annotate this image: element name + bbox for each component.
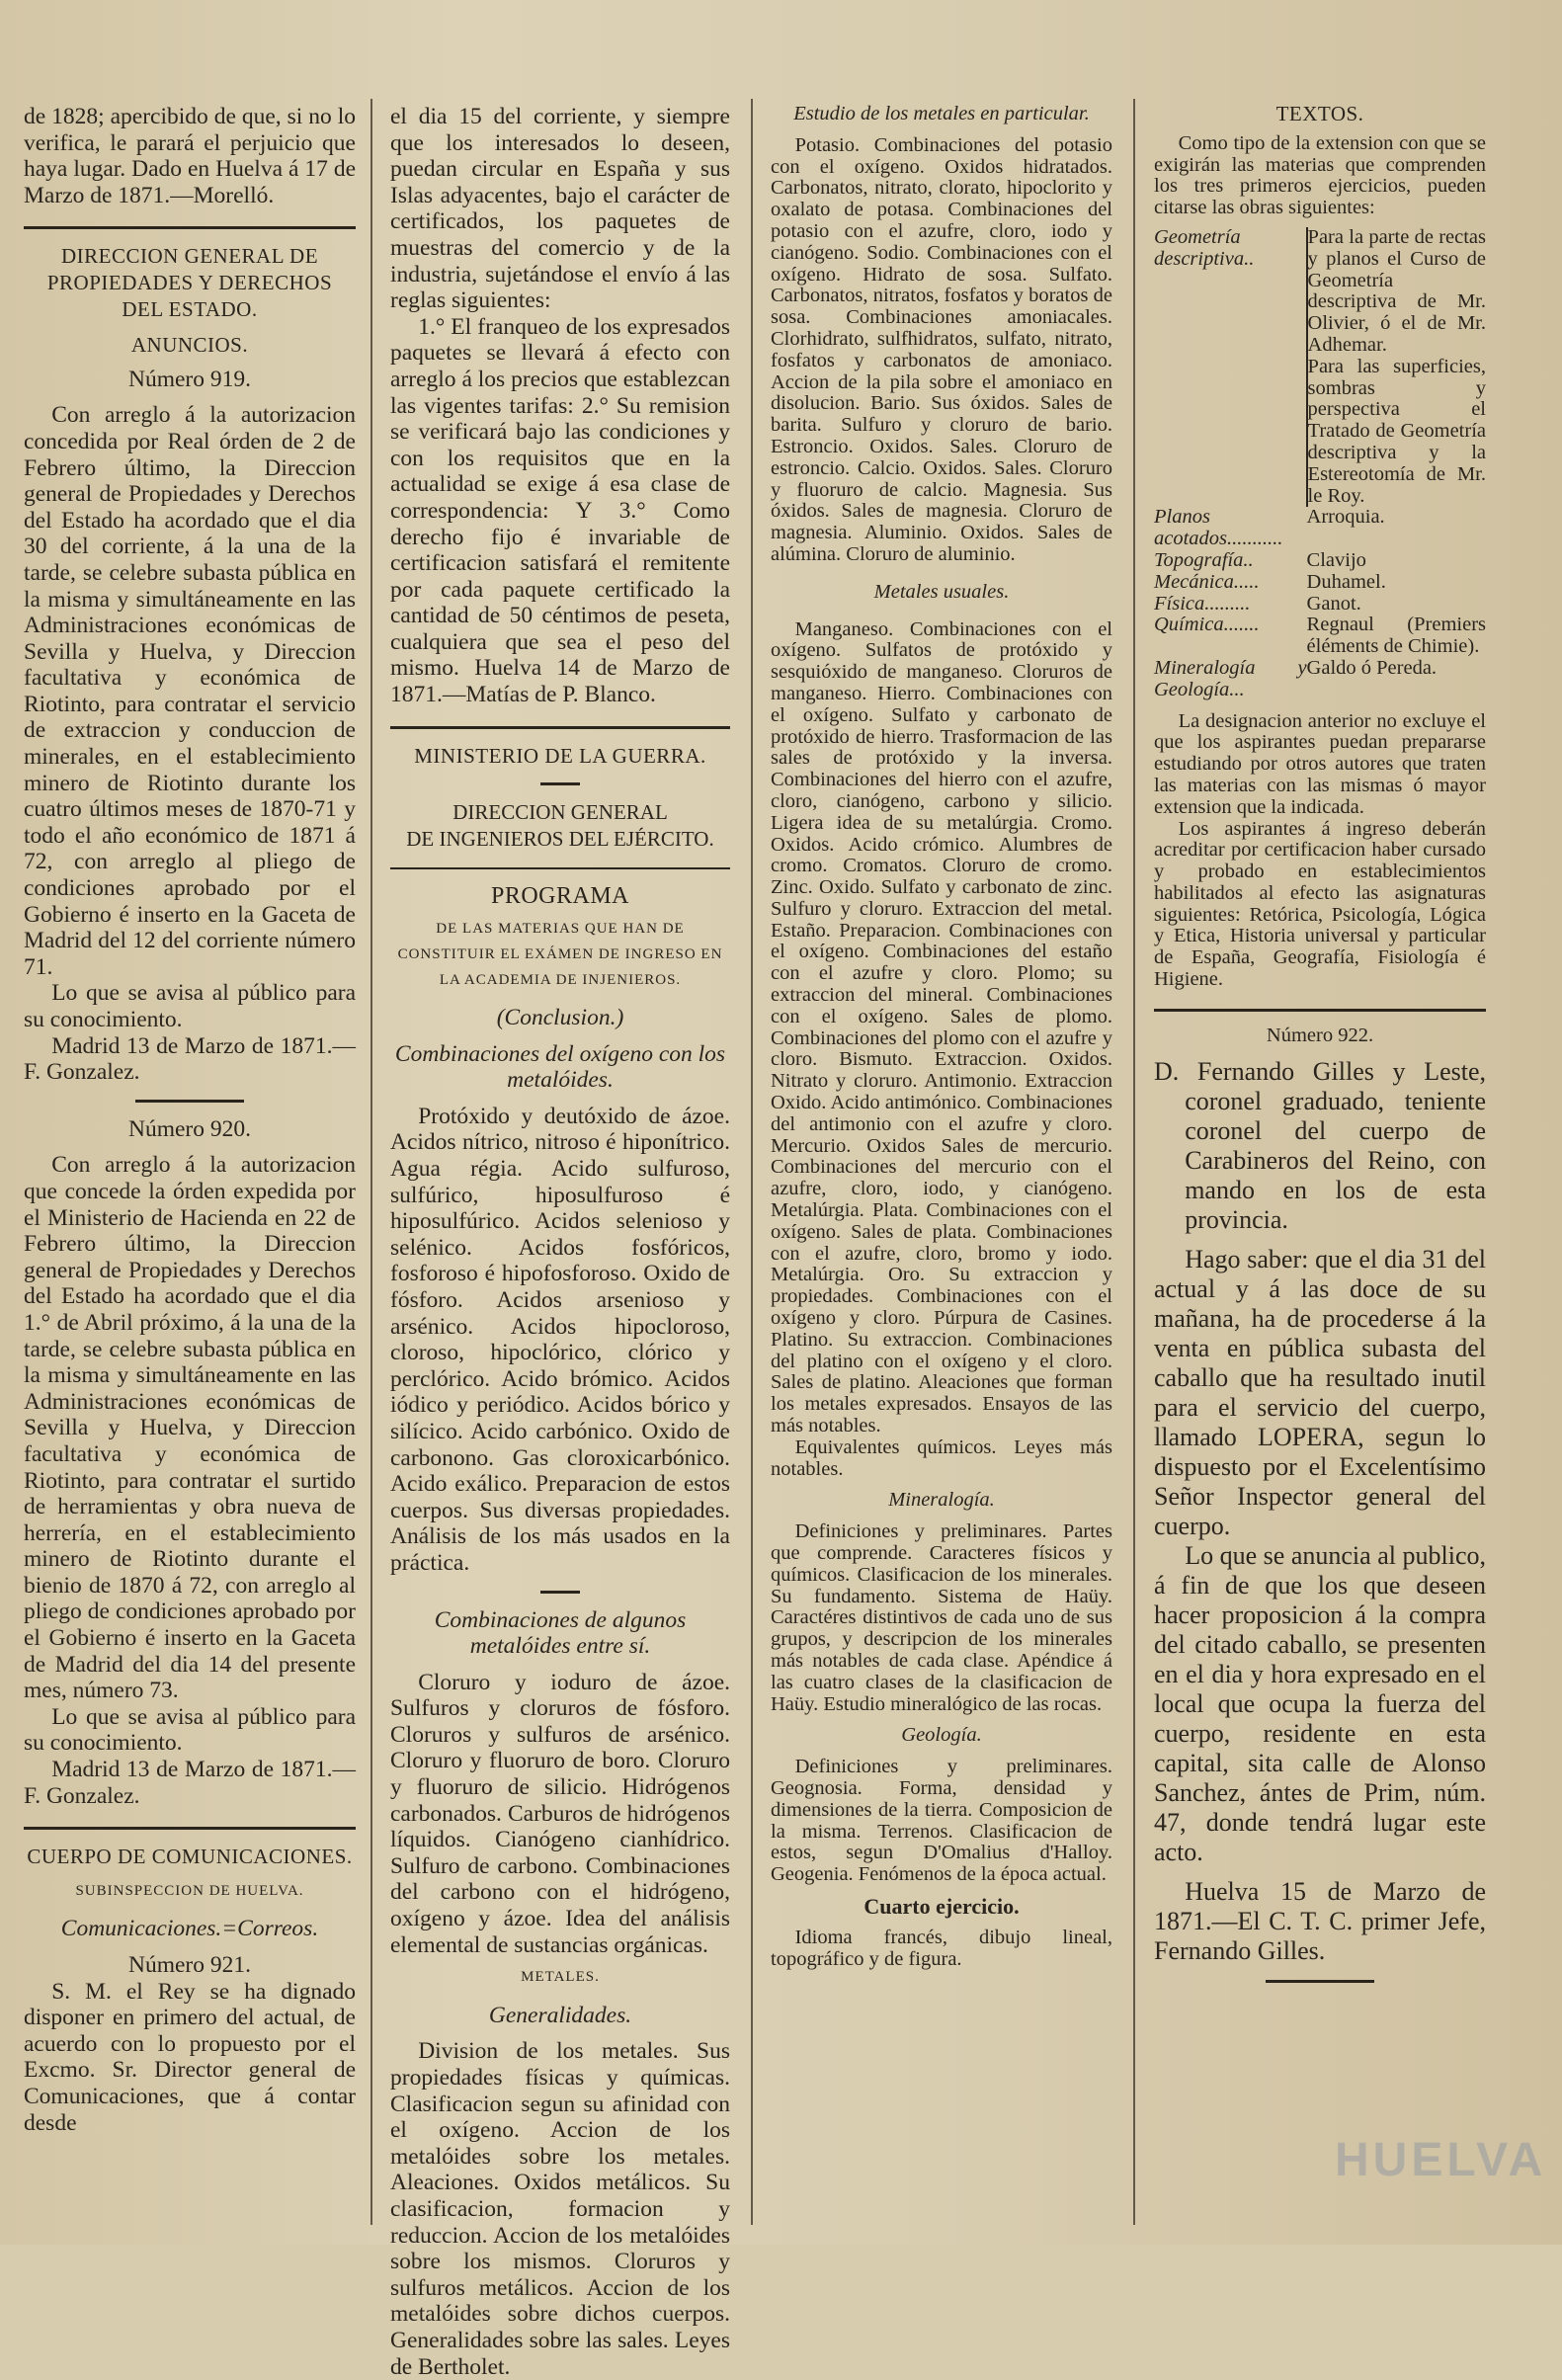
column-4 [1154,104,1486,2225]
watermark-text: HUELVA [1335,2134,1547,2186]
notice-number: Número 919. [127,366,251,392]
divider-rule [540,1591,580,1594]
column-3 [771,104,1112,2225]
subsection-heading: Geología. [901,1724,982,1747]
notice-body: Lo que se anuncia al publico, á fin de que los que deseen hacer proposicion á la compra del citado caballo, se presenten en el dia y hora expresado en el local que ocupa la fuerza del cuerpo, residente en esta capital, sita calle de Alonso Sanchez, ántes de Prim, núm. 47, donde tendrá lugar este acto. [1154,1540,1486,1866]
table-row [1154,357,1486,508]
notice-signature: Madrid 13 de Marzo de 1871.—F. Gonzalez. [24,1032,356,1086]
programa-heading: PROGRAMA [490,883,630,910]
subsection-heading: METALES. [521,1969,600,1986]
subject-cell: Mineralogía y Geología... [1154,656,1307,700]
program-body: Manganeso. Combinaciones con el oxígeno. Sulfatos de protóxido y sesquióxido de manganeso. Cloruros de manganeso. Hierro. Combinaciones con el oxígeno. Sulfato y carbonato de protóxido de hierro. Trasformacion de las sales de protóxido y la inversa. Combinaciones del hierro con el azufre, cloro, cianógeno, carbono y silicio. Ligera idea de su metalúrgia. Cromo. Oxidos. Acido crómico. Alumbres de cromo. Cromatos. Cloruro de cromo. Zinc. Oxido. Sulfato y carbonato de zinc. Sulfuro y cloruro. Extraccion del metal. Estaño. Preparacion. Combinaciones con el oxígeno. Combinaciones del estaño con el azufre y cloro. Plomo; su extraccion del mineral. Combinaciones con el oxígeno. Sales de plomo. Combinaciones del plomo con el azufre y cloro. Bismuto. Extraccion. Oxidos. Nitrato y cloruro. Antimonio. Extraccion Oxido. Acido antimónico. Combinaciones del antimonio con el azufre y cloro. Mercurio. Oxidos Sales de mercurio. Combinaciones del mercurio con el azufre, cloro, iodo, y cianógeno. Metalúrgia. Plata. Combinaciones con el oxígeno. Sales de plata. Combinaciones con el azufre, cloro, bromo y iodo. Metalúrgia. Oro. Su extraccion y propiedades. Combinaciones con el oxígeno y cloro. Púrpura de Casines. Platino. Su extraccion. Combinaciones del platino con el oxígeno y el cloro. Sales de platino. Aleaciones que forman los metales expresados. Ensayos de las más notables. [771,617,1112,1437]
program-body: Potasio. Combinaciones del potasio con el oxígeno. Oxidos hidratados. Carbonatos, nitrato, clorato, hipoclorito y oxalato de potasa. Combinaciones del potasio con el azufre, cloro, iodo y cianógeno. Sodio. Combinaciones con el oxígeno. Hidrato de sosa. Sulfato. Carbonatos, nitratos, fosfatos y boratos de sosa. Combinaciones amoniacales. Clorhidrato, sulfhidratos, sulfato, nitrato, fosfatos y carbonatos de amoniaco. Accion de la pila sobre el amoniaco en disolucion. Bario. Sus óxidos. Sales de barita. Sulfuro y cloruro de bario. Estroncio. Oxidos. Sales. Cloruro de estroncio. Calcio. Oxidos. Sales. Cloruro y fluoruro de calcio. Magnesia. Sus óxidos. Sales de magnesia. Cloruro de magnesia. Aluminio. Oxidos. Sales de alúmina. Cloruro de aluminio. [771,133,1112,565]
book-cell: Ganot. [1306,592,1361,615]
book-cell: Galdo ó Pereda. [1306,656,1438,679]
column-divider [751,99,753,2225]
divider-rule [135,1100,244,1103]
table-row [1154,572,1486,594]
program-body: Definiciones y preliminares. Partes que comprende. Caracteres físicos y químicos. Clasificacion de los minerales. Su fundamento. Sistema de Haüy. Caractéres distintivos de cada uno de sus grupos, y descripcion de los minerales más notables de cada clase. Apéndice á las cuatro clases de la clasificacion de Haüy. Estudio mineralógico de las rocas. [771,1520,1112,1715]
book-cell: Regnaul (Premiers éléments de Chimie). [1306,614,1486,658]
section-heading: MINISTERIO DE LA GUERRA. [414,743,706,768]
notice-signature: Madrid 13 de Marzo de 1871.—F. Gonzalez. [24,1757,356,1809]
intro-paragraph: de 1828; apercibido de que, si no lo verifica, le parará el perjuicio que haya lugar. Dado en Huelva á 17 de Marzo de 1871.—Morelló. [24,104,356,208]
divider-rule [390,867,730,869]
subject-cell: Mecánica..... [1154,570,1260,593]
divider-rule [1266,1980,1374,1983]
book-cell: Para las superficies, sombras y perspectiva el Tratado de Geometría descriptiva y la Estereotomía de Mr. le Roy. [1307,355,1486,507]
program-body: Como tipo de la extension con que se exigirán las materias que comprenden los tres primeros ejercicios, pueden citarse las obras siguientes: [1154,131,1486,219]
notice-body: Lo que se avisa al público para su conocimiento. [24,980,356,1032]
subsection-heading: Generalidades. [488,2002,632,2028]
program-body: Equivalentes químicos. Leyes más notables. [771,1436,1112,1480]
notice-number: Número 921. [127,1952,251,1978]
subject-cell: Geometría descriptiva.. [1154,225,1255,270]
notice-body: Hago saber: que el dia 31 del actual y á las doce de su mañana, ha de procederse á la venta en pública subasta del caballo que ha resultado inutil para el servicio del cuerpo, llamado LOPERA, segun lo dispuesto por el Excelentísimo Señor Inspector general del cuerpo. [1154,1244,1486,1540]
subject-cell [1154,357,1307,508]
table-row [1154,550,1486,572]
section-heading: DIRECCION GENERAL [452,800,668,825]
program-body: Los aspirantes á ingreso deberán acreditar por certificacion haber cursado y probado en establecimientos habilitados al efecto las asignaturas siguientes: Retórica, Psicología, Lógica y Etica, Historia universal y particular de España, Geografía, Fisiología é Higiene. [1154,817,1486,991]
table-row [1154,507,1486,550]
section-heading: DE INGENIEROS DEL EJÉRCITO. [406,826,714,851]
divider-rule [1154,1009,1486,1012]
notice-body: D. Fernando Gilles y Leste, coronel graduado, teniente coronel del cuerpo de Carabineros del Reino, con mando en los de esta provincia. [1154,1056,1486,1234]
archive-watermark-logo [1335,2096,1547,2225]
table-row [1154,594,1486,616]
subsection-heading: SUBINSPECCION DE HUELVA. [75,1882,304,1899]
column-divider [1133,99,1135,2225]
column-1 [24,104,356,2225]
program-body: Idioma francés, dibujo lineal, topográfico y de figura. [771,1926,1112,1970]
subsection-heading: Combinaciones del oxígeno con los metalóides. [394,1040,726,1094]
section-heading: DIRECCION GENERAL DE PROPIEDADES Y DERECHOS DEL ESTADO. [46,244,333,321]
notice-body: 1.° El franqueo de los expresados paquetes se llevará á efecto con arreglo á los precios que establezcan las vigentes tarifas: 2.° Su remision se verificará bajo las condiciones y con los requisitos que en la actualidad se exige á esa clase de correspondencia: Y 3.° Como derecho fijo é invariable de certificacion satisfará el remitente por cada paquete certificado la cantidad de 50 céntimos de peseta, cualquiera que sea el peso del mismo. Huelva 14 de Marzo de 1871.—Matías de P. Blanco. [390,313,730,708]
notice-body: Lo que se avisa al público para su conocimiento. [24,1703,356,1757]
subsection-heading: Estudio de los metales en particular. [793,103,1090,124]
subject-cell: Química....... [1154,614,1260,636]
notice-number: Número 920. [127,1115,251,1142]
table-row [1154,227,1486,357]
table-row [1154,615,1486,658]
divider-rule [24,226,356,229]
subject-cell: Física......... [1154,592,1251,615]
notice-body: el dia 15 del corriente, y siempre que los interesados lo deseen, puedan circular en España y sus Islas adyacentes, bajo el carácter de certificados, los paquetes de muestras del comercio y de la industria, sujetándose el envío á las reglas siguientes: [390,104,730,314]
notice-body: Con arreglo á la autorizacion concedida por Real órden de 2 de Febrero último, la Direccion general de Propiedades y Derechos del Estado ha acordado que el dia 30 del corriente, á la una de la tarde, se celebre subasta pública en la misma y simultáneamente en las Administraciones económicas de Sevilla y Huelva, y Direccion facultativa y económica de Riotinto, para contratar el servicio de extraccion y conduccion de minerales, en el establecimiento minero de Riotinto durante los cuatro últimos meses de 1870-71 y todo el año económico de 1871 á 72, con arreglo al pliego de condiciones aprobado por el Gobierno é inserto en la Gaceta de Madrid del 12 del corriente número 71. [24,402,356,980]
book-cell: Clavijo [1306,548,1366,571]
programa-subtitle: DE LAS MATERIAS QUE HAN DE CONSTITUIR EL EXÁMEN DE INGRESO EN LA ACADEMIA DE INJENIEROS. [397,921,723,989]
notice-body: Con arreglo á la autorizacion que concede la órden expedida por el Ministerio de Hacienda en 22 de Febrero último, la Direccion general de Propiedades y Derechos del Estado ha acordado que el dia 1.° de Abril próximo, á la una de la tarde, se celebre subasta pública en la misma y simultáneamente en las Administraciones económicas de Sevilla y Huelva, y Direccion facultativa y económica de Riotinto, para contratar el surtido de herramientas y obra nueva de herrería, en el establecimiento minero de Riotinto durante el bienio de 1870 á 72, con arreglo al pliego de condiciones aprobado por el Gobierno é inserto en la Gaceta de Madrid del dia 14 del presente mes, número 73. [24,1152,356,1704]
textos-table [1154,227,1486,701]
subsection-heading: Combinaciones de algunos metalóides entre sí. [434,1606,687,1660]
column-divider [370,99,372,2225]
notice-number: Número 922. [1266,1024,1374,1046]
subject-cell: Topografía.. [1154,548,1254,571]
subsection-heading: Metales usuales. [873,580,1010,603]
anuncios-heading: ANUNCIOS. [130,333,249,358]
notice-body: S. M. el Rey se ha dignado disponer en primero del actual, de acuerdo con lo propuesto por el Excmo. Sr. Director general de Comunicaciones, que á contar desde [24,1978,356,2136]
program-body: Protóxido y deutóxido de ázoe. Acidos nítrico, nitroso é hiponítrico. Agua régia. Acido sulfuroso, sulfúrico, hiposulfuroso é hiposulfúrico. Acidos selenioso y selénico. Acidos fosfóricos, fosforoso é hipofosforoso. Oxido de fósforo. Acidos arsenioso y arsénico. Acidos hipocloroso, cloroso, hipoclórico, clórico y perclórico. Acido brómico. Acidos iódico y periódico. Acidos bórico y silícico. Acido carbónico. Oxido de carbonono. Gas cloroxicarbónico. Acido exálico. Preparacion de estos cuerpos. Sus diversas propiedades. Análisis de los más usados en la práctica. [390,1103,730,1576]
book-cell: Para la parte de rectas y planos el Curso de Geometría descriptiva de Mr. Olivier, ó el de Mr. Adhemar. [1307,225,1486,356]
divider-rule [390,726,730,729]
subsection-heading: Comunicaciones.=Correos. [60,1916,319,1942]
table-row [1154,658,1486,701]
section-heading: CUERPO DE COMUNICACIONES. [27,1845,353,1869]
program-body: Definiciones y preliminares. Geognosia. Forma, densidad y dimensiones de la tierra. Composicion de la misma. Terrenos. Clasificacion de estos, segun D'Omalius d'Halloy. Geogenia. Fenómenos de la época actual. [771,1756,1112,1886]
column-2 [390,104,730,2380]
divider-rule [24,1827,356,1830]
program-body: Cloruro y ioduro de ázoe. Sulfuros y cloruros de fósforo. Cloruros y sulfuros de arsénico. Cloruro y fluoruro de boro. Cloruro y fluoruro de silicio. Hidrógenos carbonados. Carburos de hidrógenos líquidos. Cianógeno cianhídrico. Sulfuro de carbono. Combinaciones del carbono con el hidrógeno, oxígeno y ázoe. Idea del análisis elemental de sustancias orgánicas. [390,1669,730,1958]
program-body: Division de los metales. Sus propiedades físicas y químicas. Clasificacion segun su afinidad con el oxígeno. Accion de los metalóides sobre los metales. Aleaciones. Oxidos metálicos. Su clasificacion, formacion y reduccion. Accion de los metalóides sobre los mismos. Cloruros y sulfuros metálicos. Accion de los metalóides sobre dichos cuerpos. Generalidades sobre las sales. Leyes de Bertholet. [390,2038,730,2380]
subsection-heading: Mineralogía. [888,1489,995,1512]
divider-rule [540,782,580,785]
program-body: La designacion anterior no excluye el que los aspirantes puedan prepararse estudiando por otros autores que traten las materias con las mismas ó mayor extension que la indicada. [1154,709,1486,818]
notice-signature: Huelva 15 de Marzo de 1871.—El C. T. C. primer Jefe, Fernando Gilles. [1154,1876,1486,1965]
section-heading: TEXTOS. [1275,102,1364,125]
subject-cell: Planos acotados........... [1154,506,1283,550]
book-cell: Duhamel. [1306,570,1386,593]
book-cell: Arroquia. [1306,506,1385,529]
conclusion-label: (Conclusion.) [496,1005,624,1031]
subsection-heading: Cuarto ejercicio. [863,1893,1020,1919]
